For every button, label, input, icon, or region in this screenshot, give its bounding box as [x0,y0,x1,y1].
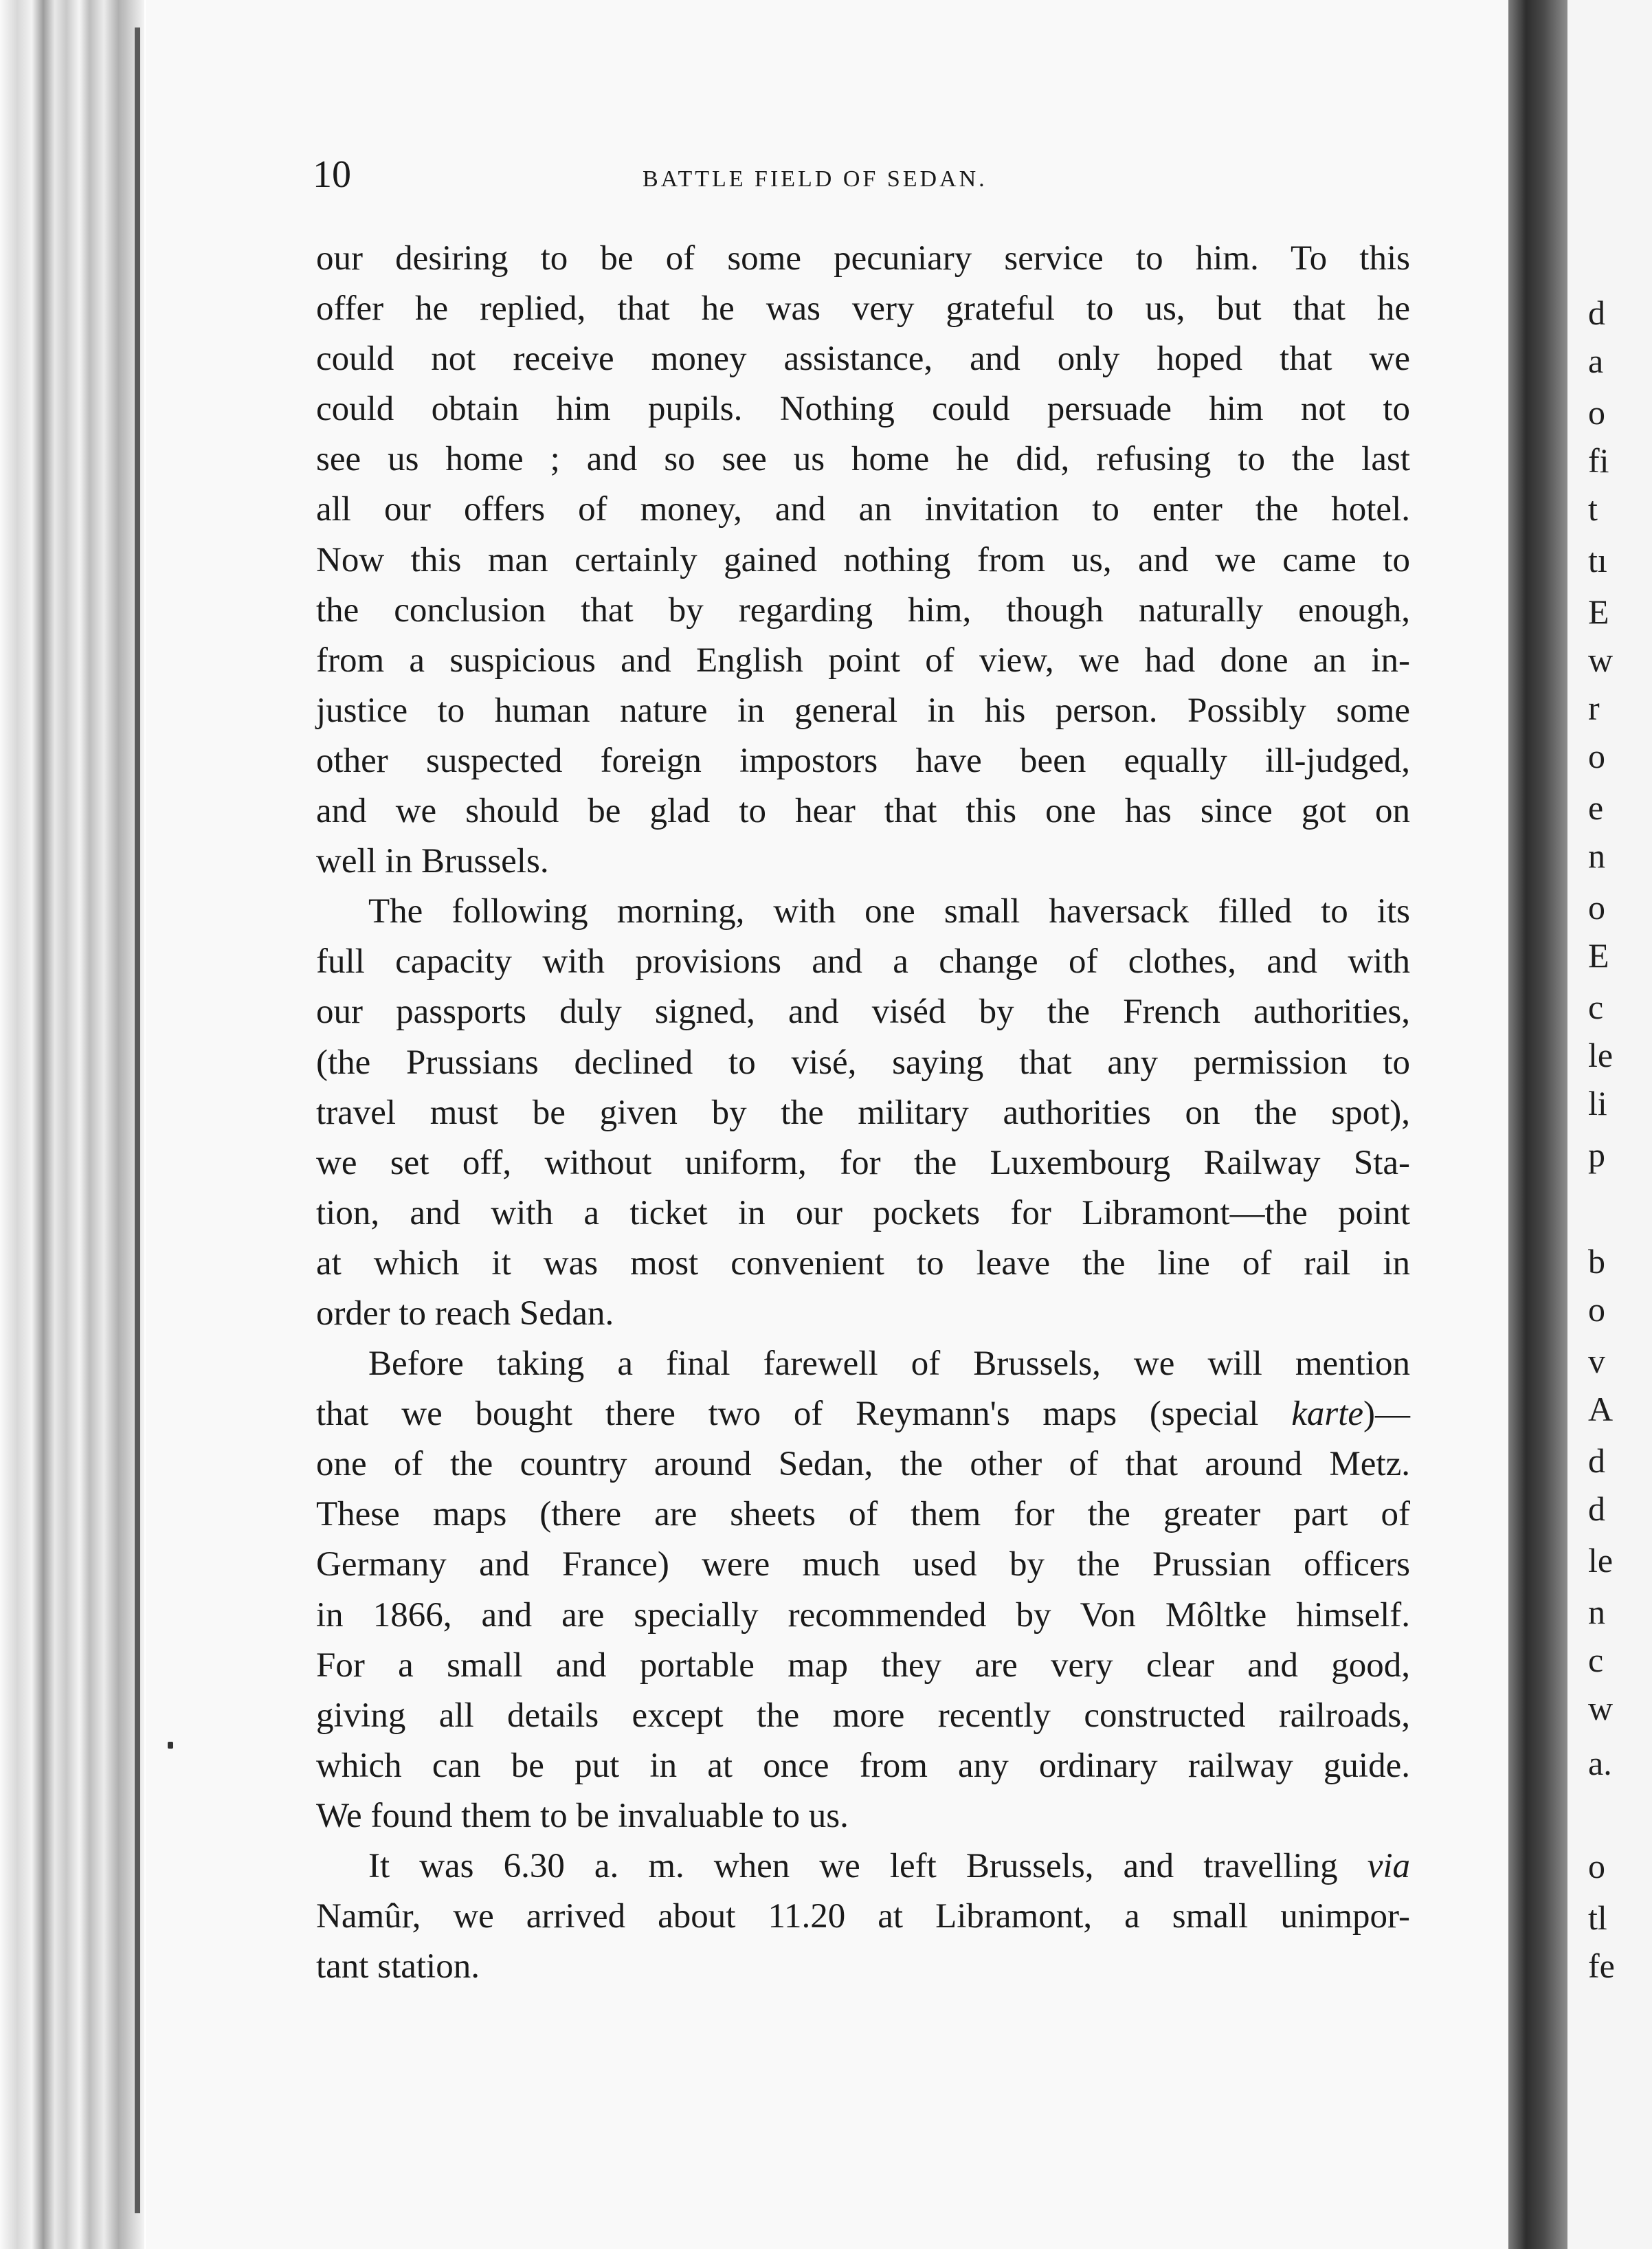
facing-page-glyph: e [1588,788,1604,827]
facing-page-glyph: tı [1588,541,1607,579]
facing-page-glyph: A [1588,1390,1614,1428]
facing-page-glyph: a. [1588,1744,1612,1782]
facing-page-glyph: le [1588,1541,1614,1580]
facing-page-fragment [1567,0,1652,2249]
facing-page-glyph: o [1588,737,1605,775]
facing-page-glyph: p [1588,1135,1605,1174]
text-line: giving all details except the more recently constructed railroads, [316,1696,1410,1735]
text-line: could obtain him pupils. Nothing could persuade him not to [316,390,1410,429]
text-line [316,1841,1410,1892]
text-line: (the Prussians declined to visé, saying that any permission to [316,1043,1410,1082]
facing-page-glyph: b [1588,1242,1605,1281]
text-line: For a small and portable map they are very clear and good, [316,1646,1410,1685]
text-line: order to reach Sedan. [316,1294,614,1333]
facing-page-glyph: n [1588,837,1605,875]
text-line: Before taking a final farewell of Brussels, we will mention [368,1344,1410,1384]
text-line: Namûr, we arrived about 11.20 at Libramont, a small unimpor- [316,1897,1410,1936]
facing-page-glyph: n [1588,1593,1605,1631]
text-line [316,1389,1410,1439]
facing-page-glyph: o [1588,1290,1605,1329]
body-text [316,234,1410,1992]
text-line: our passports duly signed, and viséd by the French authorities, [316,993,1410,1032]
text-line: The following morning, with one small haversack filled to its [368,892,1410,931]
ink-speck [168,1742,173,1749]
text-line: tion, and with a ticket in our pockets for Libramont—the point [316,1193,1410,1232]
text-line: well in Brussels. [316,842,549,881]
text-line: tant station. [316,1947,480,1986]
page-number: 10 [313,153,351,196]
facing-page-glyph: c [1588,1641,1604,1679]
text-line: justice to human nature in general in his person. Possibly some [316,691,1410,730]
italic-word: via [1367,1847,1410,1885]
running-head: BATTLE FIELD OF SEDAN. [643,166,987,192]
line-segment: It was 6.30 a. m. when we left Brussels, and travelling [368,1847,1368,1885]
text-line: at which it was most convenient to leave the line of rail in [316,1243,1410,1283]
text-line: offer he replied, that he was very grateful to us, but that he [316,289,1410,329]
text-line: other suspected foreign impostors have been equally ill-judged, [316,741,1410,780]
facing-page-glyph: li [1588,1084,1607,1122]
line-segment: )— [1363,1395,1410,1434]
facing-page-glyph: le [1588,1036,1614,1074]
facing-page-glyph: fe [1588,1947,1615,1985]
facing-page-glyph: E [1588,936,1609,975]
text-line: could not receive money assistance, and only hoped that we [316,340,1410,379]
facing-page-glyph: a [1588,342,1604,380]
text-line: see us home ; and so see us home he did, refusing to the last [316,440,1410,479]
facing-page-glyph: t [1588,489,1598,528]
facing-page-glyph: c [1588,988,1604,1026]
facing-page-glyph: w [1588,641,1614,679]
facing-page-glyph: v [1588,1342,1605,1380]
text-line: full capacity with provisions and a change of clothes, and with [316,942,1410,982]
facing-page-glyph: o [1588,1847,1605,1885]
facing-page-glyph: d [1588,1441,1605,1480]
facing-page-glyph: o [1588,888,1605,927]
text-line: one of the country around Sedan, the other of that around Metz. [316,1445,1410,1484]
facing-page-glyph: d [1588,293,1605,332]
text-line: we set off, without uniform, for the Luxembourg Railway Sta- [316,1143,1410,1182]
facing-page-glyph: w [1588,1689,1614,1727]
facing-page-glyph: r [1588,689,1600,727]
facing-page-glyph: fi [1588,441,1609,480]
text-line: Germany and France) were much used by the Prussian officers [316,1545,1410,1584]
text-line: travel must be given by the military authorities on the spot), [316,1093,1410,1132]
text-line: from a suspicious and English point of view, we had done an in- [316,641,1410,680]
facing-page-glyph: tl [1588,1898,1607,1937]
facing-page-glyph: d [1588,1489,1605,1528]
text-line: in 1866, and are specially recommended by Von Môltke himself. [316,1595,1410,1635]
italic-word: karte [1291,1395,1364,1434]
text-line: our desiring to be of some pecuniary service to him. To this [316,239,1410,278]
text-line: which can be put in at once from any ordinary railway guide. [316,1746,1410,1785]
facing-page-glyph: E [1588,592,1609,631]
text-line: We found them to be invaluable to us. [316,1796,849,1835]
text-line: all our offers of money, and an invitation to enter the hotel. [316,490,1410,529]
text-line: These maps (there are sheets of them for the greater part of [316,1495,1410,1534]
line-segment: that we bought there two of Reymann's maps (special [316,1395,1292,1434]
text-line: the conclusion that by regarding him, though naturally enough, [316,590,1410,630]
facing-page-glyph: o [1588,393,1605,432]
text-line: Now this man certainly gained nothing from us, and we came to [316,540,1410,579]
text-line: and we should be glad to hear that this one has since got on [316,792,1410,831]
binding-shadow [135,27,140,2213]
page-gutter [1508,0,1567,2249]
left-page-edges [0,0,144,2249]
